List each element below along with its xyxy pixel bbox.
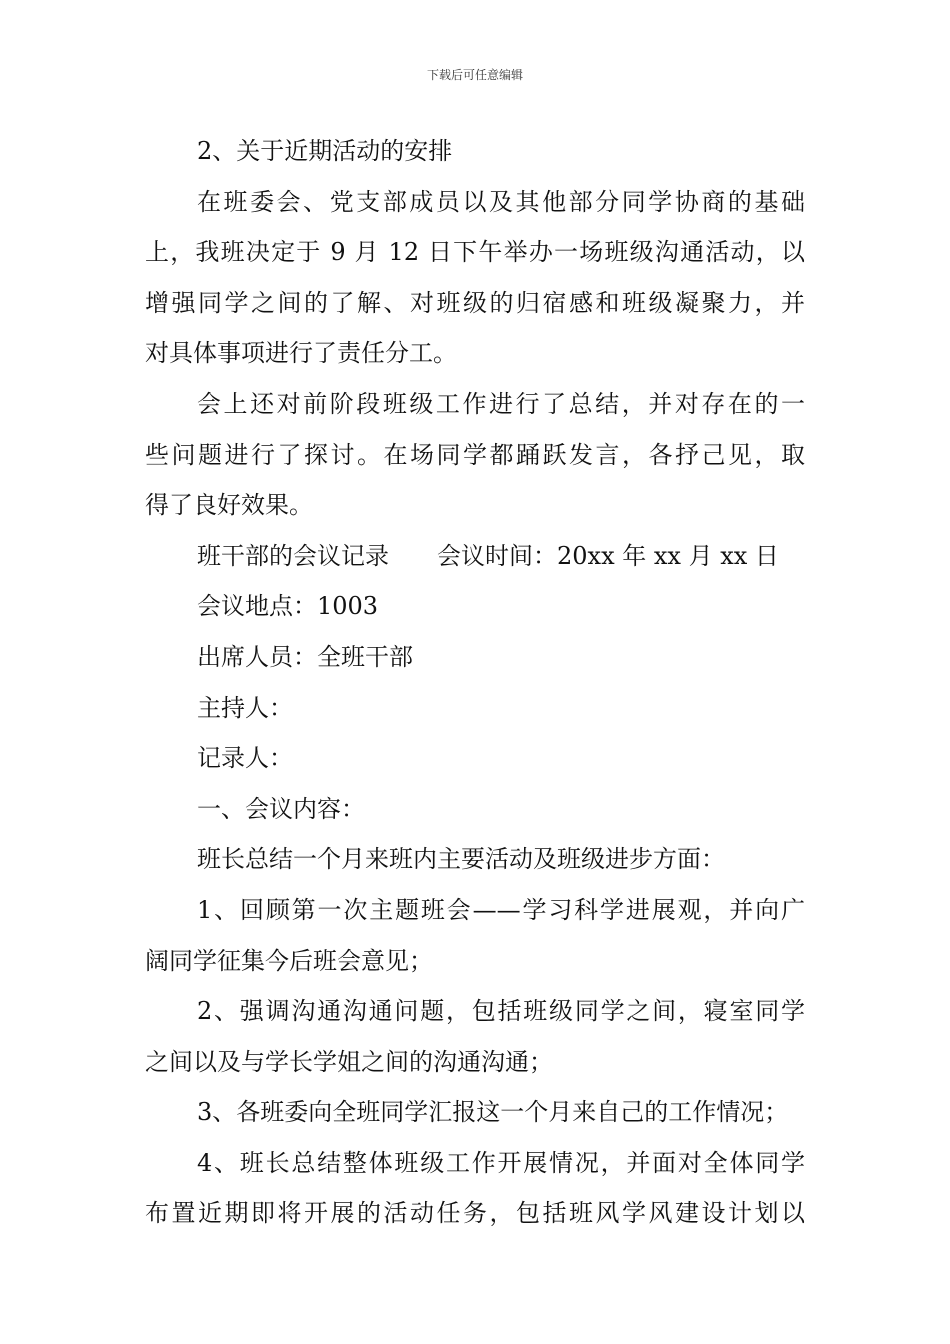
attendees: 出席人员：全班干部 <box>197 642 413 671</box>
paragraph-line: 会上还对前阶段班级工作进行了总结，并对存在的一 <box>197 389 805 418</box>
host: 主持人： <box>197 693 293 722</box>
paragraph-line: 增强同学之间的了解、对班级的归宿感和班级凝聚力，并 <box>145 288 805 317</box>
paragraph-line: 得了良好效果。 <box>145 491 313 520</box>
list-item-line: 4、班长总结整体班级工作开展情况，并面对全体同学 <box>197 1148 805 1177</box>
record-title: 班干部的会议记录 <box>197 541 389 570</box>
meeting-time: 会议时间：20xx 年 xx 月 xx 日 <box>437 541 779 570</box>
meeting-record-row <box>145 531 805 582</box>
paragraph-line: 在班委会、党支部成员以及其他部分同学协商的基础 <box>197 187 805 216</box>
list-item-line: 布置近期即将开展的活动任务，包括班风学风建设计划以 <box>145 1199 805 1228</box>
paragraph-line: 对具体事项进行了责任分工。 <box>145 339 457 368</box>
list-item-line: 阔同学征集今后班会意见； <box>145 946 433 975</box>
list-item-line: 之间以及与学长学姐之间的沟通沟通； <box>145 1047 553 1076</box>
content-heading: 一、会议内容： <box>197 794 365 823</box>
paragraph-line: 些问题进行了探讨。在场同学都踊跃发言，各抒己见，取 <box>145 440 805 469</box>
section-title: 2、关于近期活动的安排 <box>197 137 453 165</box>
list-item-line: 1、回顾第一次主题班会——学习科学进展观，并向广 <box>197 895 805 924</box>
document-body <box>145 126 805 1239</box>
page-header: 下载后可任意编辑 <box>426 68 523 82</box>
recorder: 记录人： <box>197 744 293 773</box>
paragraph-line: 上，我班决定于 9 月 12 日下午举办一场班级沟通活动，以 <box>145 238 805 267</box>
list-item-line: 2、强调沟通沟通问题，包括班级同学之间，寝室同学 <box>197 997 805 1026</box>
summary-intro: 班长总结一个月来班内主要活动及班级进步方面： <box>197 845 725 874</box>
list-item-line: 3、各班委向全班同学汇报这一个月来自己的工作情况； <box>197 1098 789 1127</box>
meeting-place: 会议地点：1003 <box>197 592 379 621</box>
